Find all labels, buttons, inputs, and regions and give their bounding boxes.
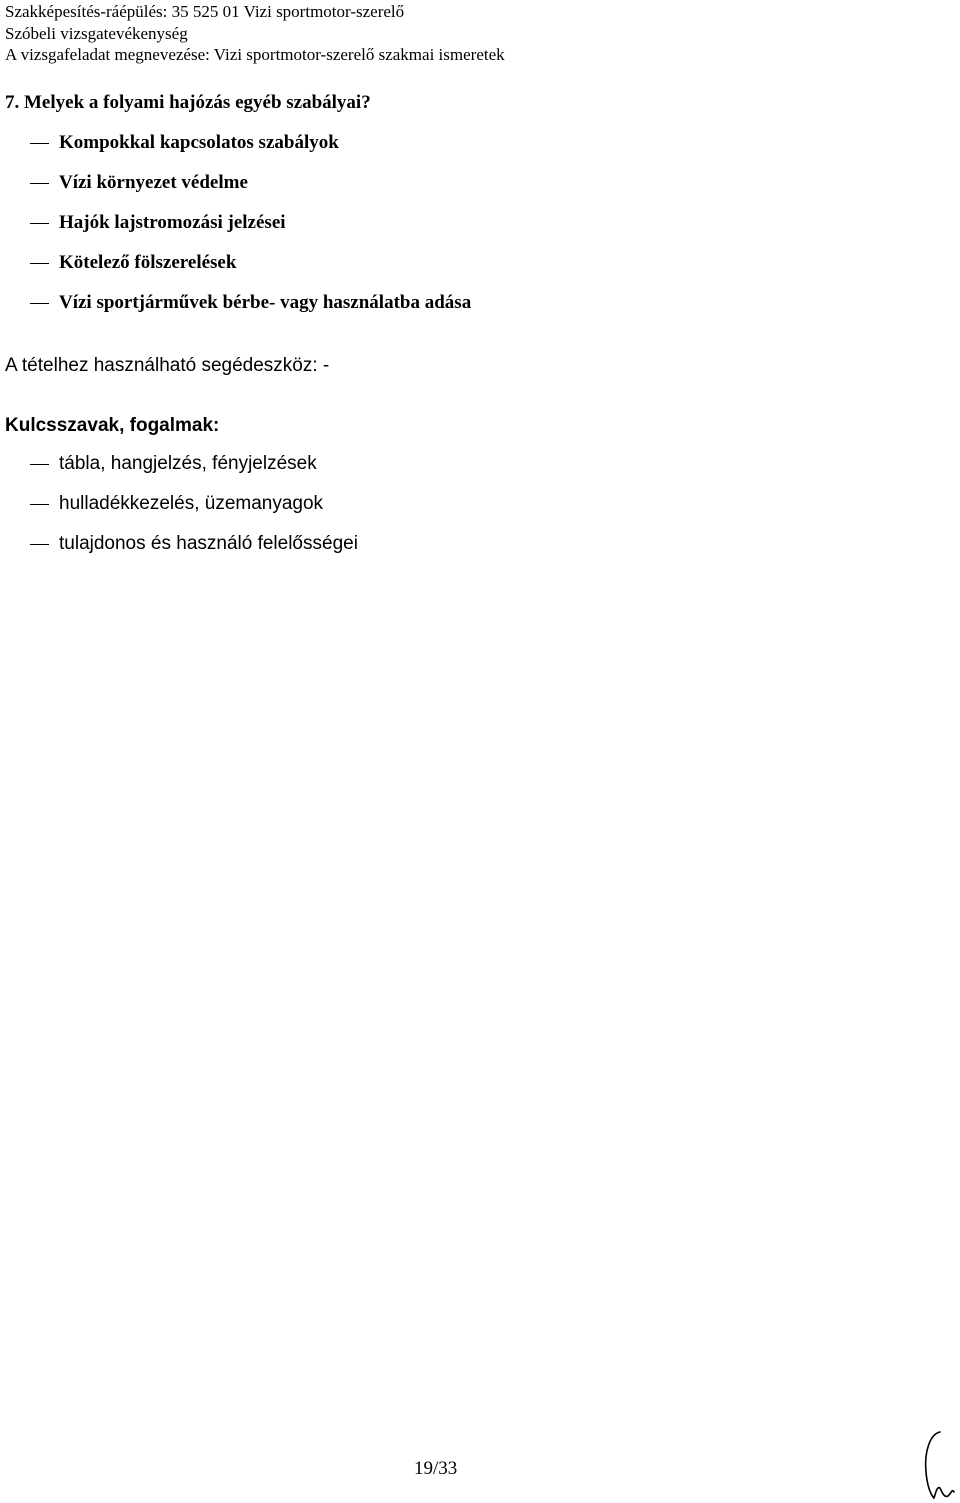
tool-line: A tételhez használható segédeszköz: - [5,355,330,376]
keyword-item [0,524,358,564]
topic-item [0,283,471,323]
dash-bullet-icon [30,223,49,224]
dash-bullet-icon [30,464,49,465]
topic-item [0,123,471,163]
topic-label: Hajók lajstromozási jelzései [59,212,286,233]
topic-label: Kötelező fölszerelések [59,252,237,273]
topic-item [0,243,471,283]
dash-bullet-icon [30,303,49,304]
topic-label: Vízi környezet védelme [59,172,248,193]
topic-item [0,203,471,243]
page-number: 19/33 [414,1458,458,1479]
dash-bullet-icon [30,183,49,184]
keyword-item [0,484,358,524]
topic-list [0,123,471,323]
keyword-list [0,444,358,564]
topic-item [0,163,471,203]
dash-bullet-icon [30,263,49,264]
keywords-title: Kulcsszavak, fogalmak: [5,415,220,436]
question-title: 7. Melyek a folyami hajózás egyéb szabályai? [5,92,371,113]
keyword-label: tulajdonos és használó felelősségei [59,533,358,554]
keyword-label: hulladékkezelés, üzemanyagok [59,493,324,514]
keyword-item [0,444,358,484]
header-line-1: Szakképesítés-ráépülés: 35 525 01 Vizi sportmotor-szerelő [5,2,405,21]
dash-bullet-icon [30,544,49,545]
topic-label: Vízi sportjárművek bérbe- vagy használatba adása [59,292,472,313]
topic-label: Kompokkal kapcsolatos szabályok [59,132,339,153]
dash-bullet-icon [30,504,49,505]
keyword-label: tábla, hangjelzés, fényjelzések [59,453,317,474]
signature-icon [918,1422,958,1502]
header-line-3: A vizsgafeladat megnevezése: Vizi sportmotor-szerelő szakmai ismeretek [5,45,505,64]
dash-bullet-icon [30,143,49,144]
header-line-2: Szóbeli vizsgatevékenység [5,24,188,43]
